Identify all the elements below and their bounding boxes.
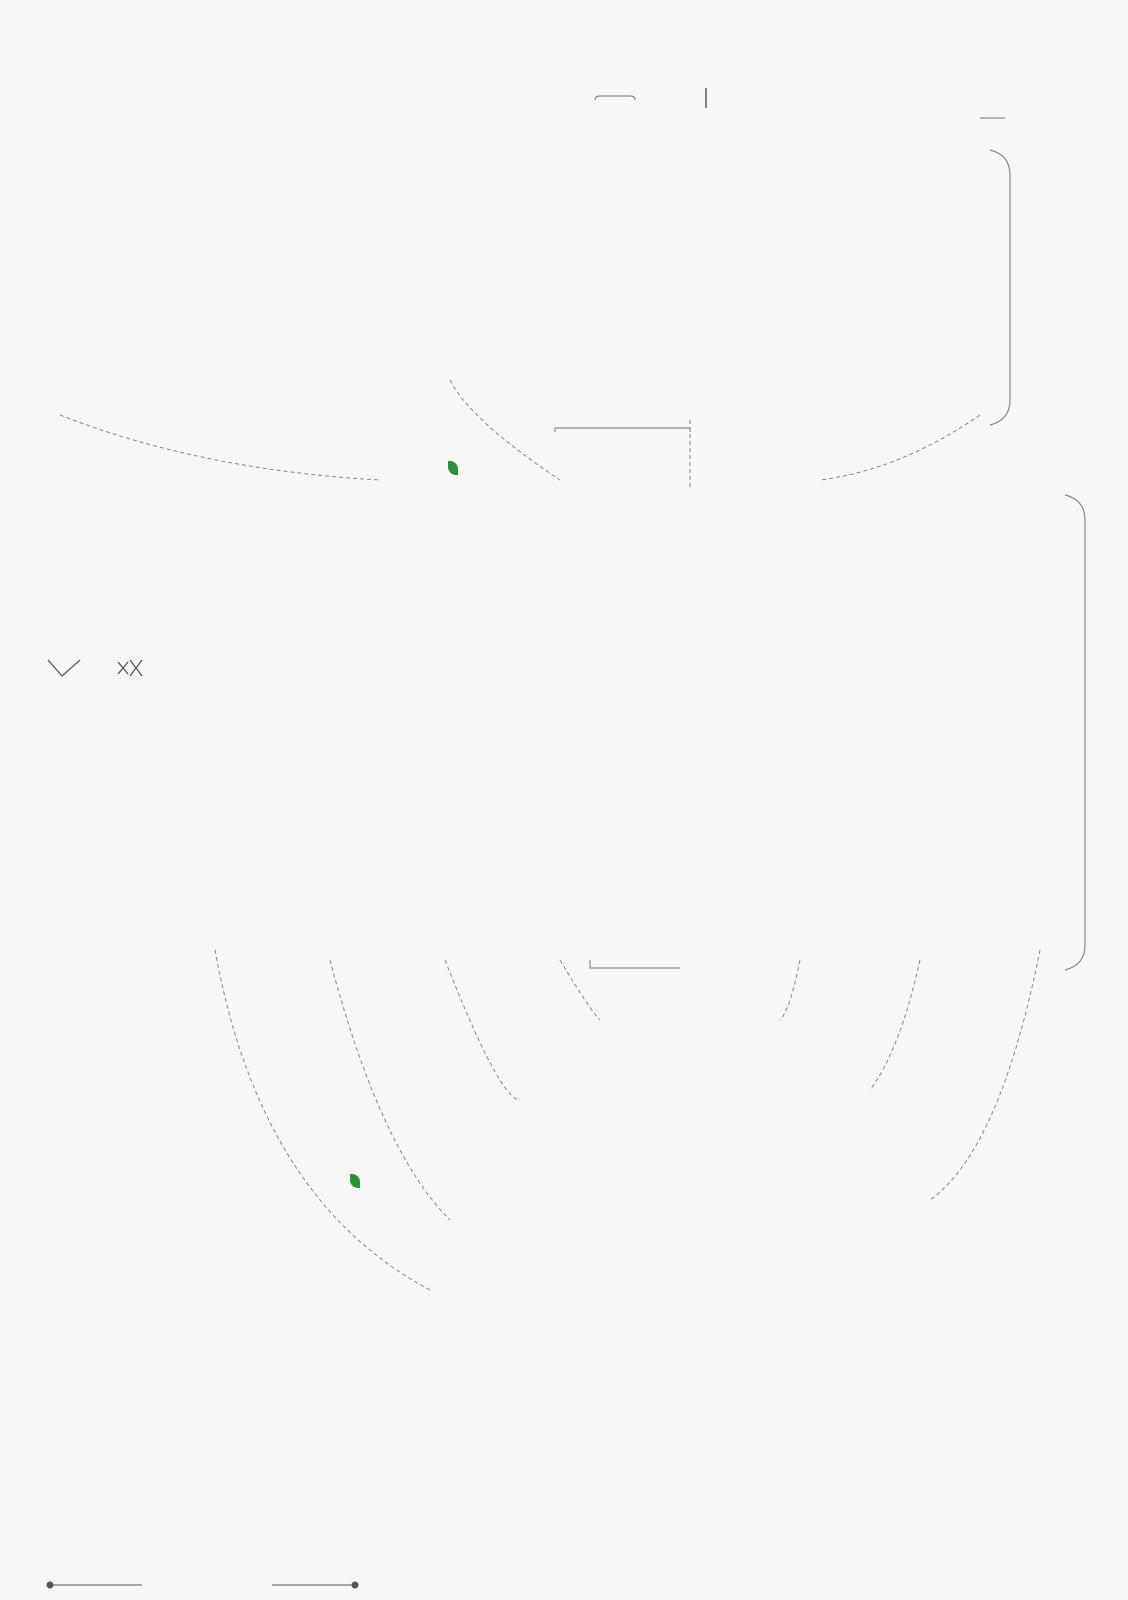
legend-v-symbol <box>48 660 80 676</box>
brim-bracket <box>990 150 1010 425</box>
watermark <box>448 461 461 475</box>
guide-line <box>780 960 800 1020</box>
leaf-icon <box>448 461 458 475</box>
guide-line <box>330 960 450 1220</box>
guide-line <box>215 950 430 1290</box>
guide-lines <box>60 380 1040 1290</box>
row1-brace <box>555 428 690 432</box>
guide-line <box>820 415 980 480</box>
leaf-icon <box>350 1174 360 1188</box>
row5-brace <box>590 960 680 968</box>
watermark <box>350 1170 363 1190</box>
guide-line <box>445 960 520 1100</box>
guide-line <box>930 950 1040 1200</box>
guide-line <box>870 960 920 1090</box>
side-bracket <box>1065 495 1085 970</box>
guide-line <box>560 960 600 1020</box>
cord-dimension <box>47 1582 358 1588</box>
guide-line <box>60 415 380 480</box>
guide-line <box>450 380 560 480</box>
pattern-brace <box>595 96 635 100</box>
legend-xx-symbol <box>118 660 142 676</box>
